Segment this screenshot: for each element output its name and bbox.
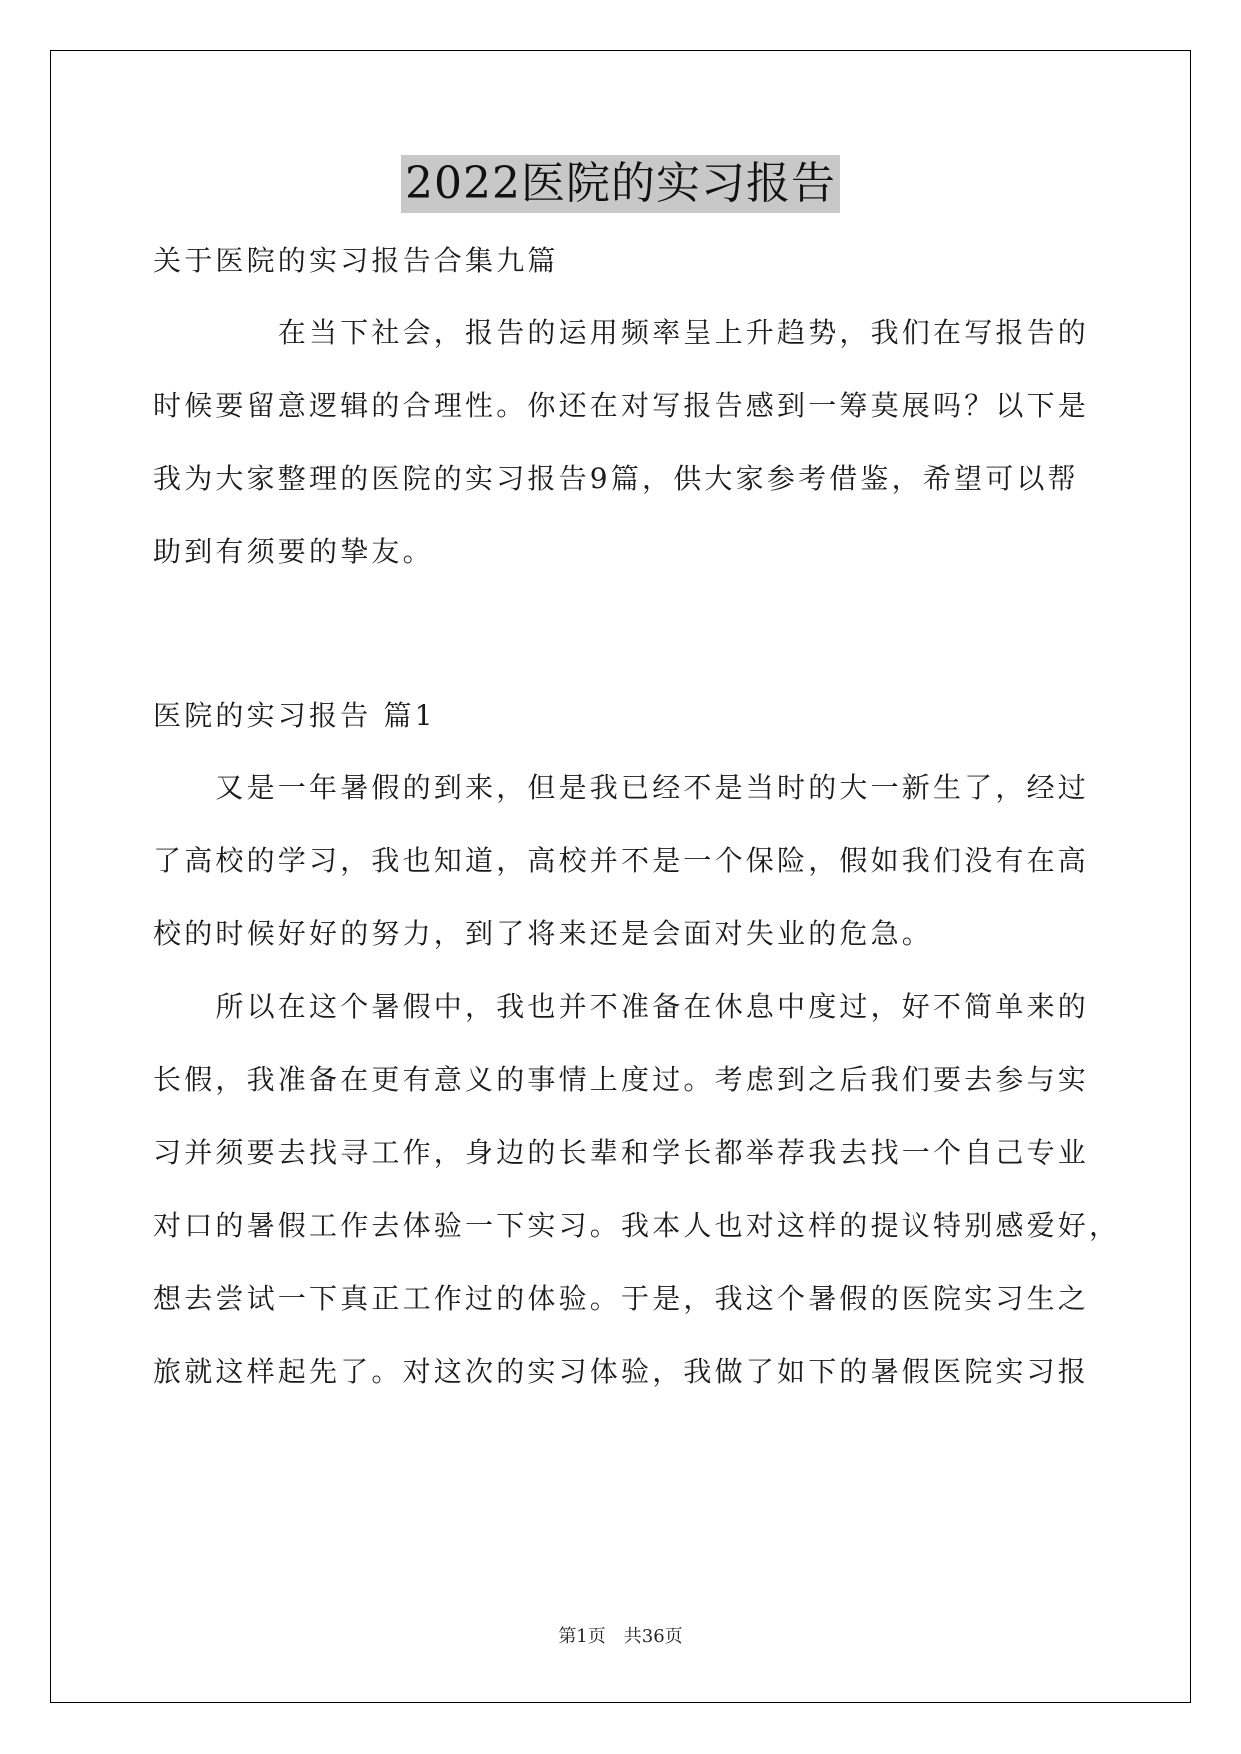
body-line-2: 了高校的学习，我也知道，高校并不是一个保险，假如我们没有在高: [153, 844, 1090, 877]
intro-line-2: 时候要留意逻辑的合理性。你还在对写报告感到一筹莫展吗？以下是: [153, 389, 1090, 422]
body-line-7: 对口的暑假工作去体验一下实习。我本人也对这样的提议特别感爱好，: [153, 1209, 1121, 1242]
page-footer: 第1页 共36页: [558, 1626, 683, 1647]
intro-line-3: 我为大家整理的医院的实习报告9篇，供大家参考借鉴，希望可以帮: [153, 462, 1079, 495]
body-line-3: 校的时候好好的努力，到了将来还是会面对失业的危急。: [153, 917, 934, 950]
body-line-5: 长假，我准备在更有意义的事情上度过。考虑到之后我们要去参与实: [153, 1063, 1090, 1096]
title-container: [0, 155, 1241, 213]
body-line-9: 旅就这样起先了。对这次的实习体验，我做了如下的暑假医院实习报: [153, 1355, 1090, 1388]
section-heading: 医院的实习报告 篇1: [153, 699, 436, 732]
document-title: 2022医院的实习报告: [401, 155, 840, 213]
body-line-4: 所以在这个暑假中，我也并不准备在休息中度过，好不简单来的: [153, 990, 1090, 1023]
body-line-6: 习并须要去找寻工作，身边的长辈和学长都举荐我去找一个自己专业: [153, 1136, 1090, 1169]
intro-line-1: 在当下社会，报告的运用频率呈上升趋势，我们在写报告的: [153, 316, 1090, 349]
document-subtitle: 关于医院的实习报告合集九篇: [153, 244, 559, 277]
body-line-1: 又是一年暑假的到来，但是我已经不是当时的大一新生了，经过: [153, 771, 1090, 804]
body-line-8: 想去尝试一下真正工作过的体验。于是，我这个暑假的医院实习生之: [153, 1282, 1090, 1315]
intro-line-4: 助到有须要的挚友。: [153, 535, 434, 568]
